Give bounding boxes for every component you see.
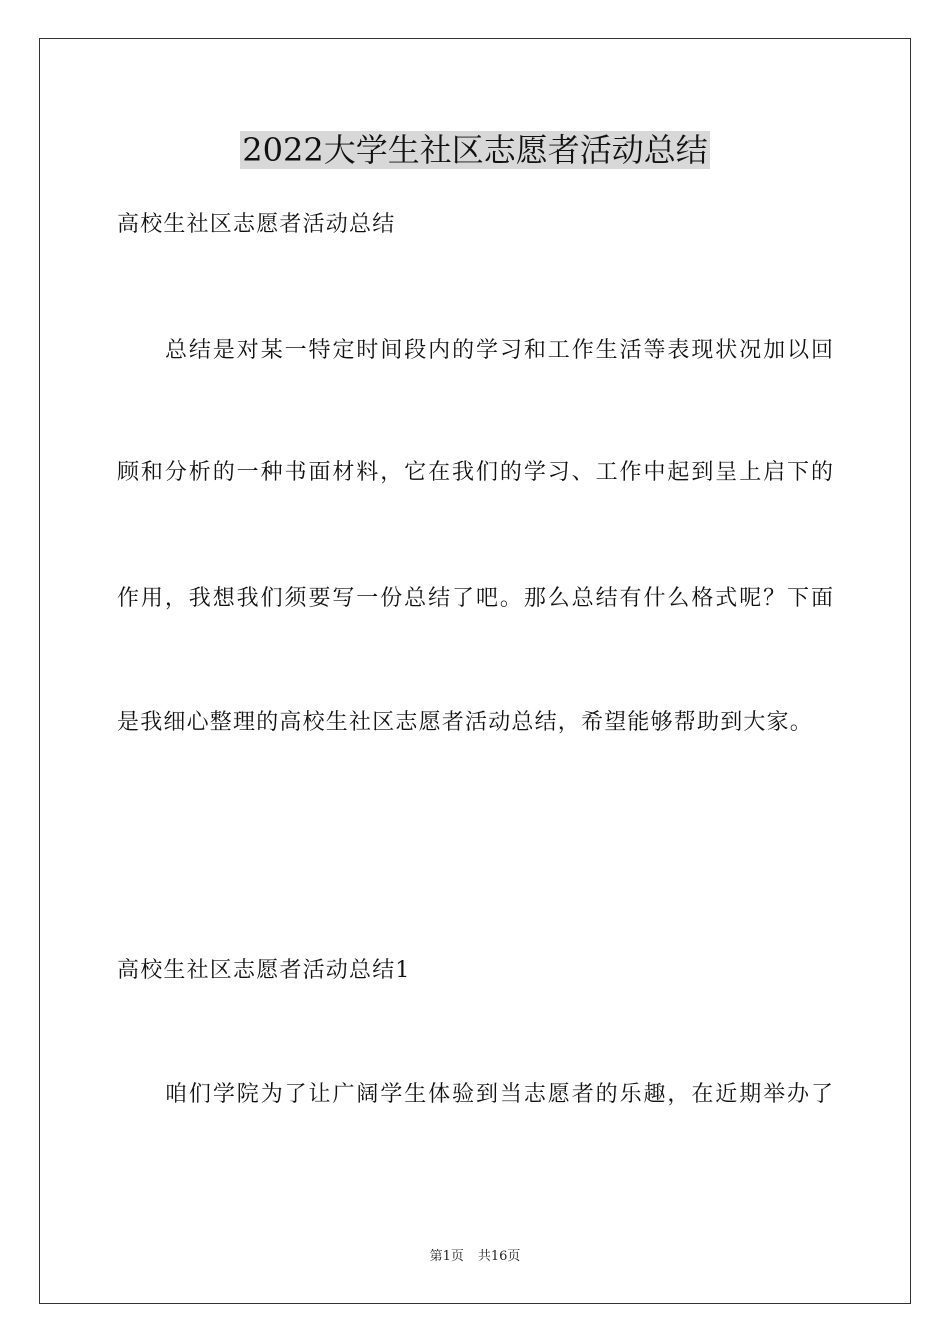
subtitle: 高校生社区志愿者活动总结 [117,212,396,237]
title-highlight: 2022大学生社区志愿者活动总结 [242,131,708,169]
intro-line-2: 顾和分析的一种书面材料，它在我们的学习、工作中起到呈上启下的 [117,460,833,485]
page-footer [0,1248,950,1266]
section-heading: 高校生社区志愿者活动总结1 [117,958,411,983]
document-title [0,128,950,172]
section-line-1: 咱们学院为了让广阔学生体验到当志愿者的乐趣，在近期举办了 [165,1082,833,1107]
intro-line-4: 是我细心整理的高校生社区志愿者活动总结，希望能够帮助到大家。 [117,710,814,735]
intro-line-1: 总结是对某一特定时间段内的学习和工作生活等表现状况加以回 [165,338,833,363]
page-number-total: 共16页 [477,1249,521,1264]
intro-line-3: 作用，我想我们须要写一份总结了吧。那么总结有什么格式呢？下面 [117,586,833,611]
page-number-current: 第1页 [429,1249,464,1264]
